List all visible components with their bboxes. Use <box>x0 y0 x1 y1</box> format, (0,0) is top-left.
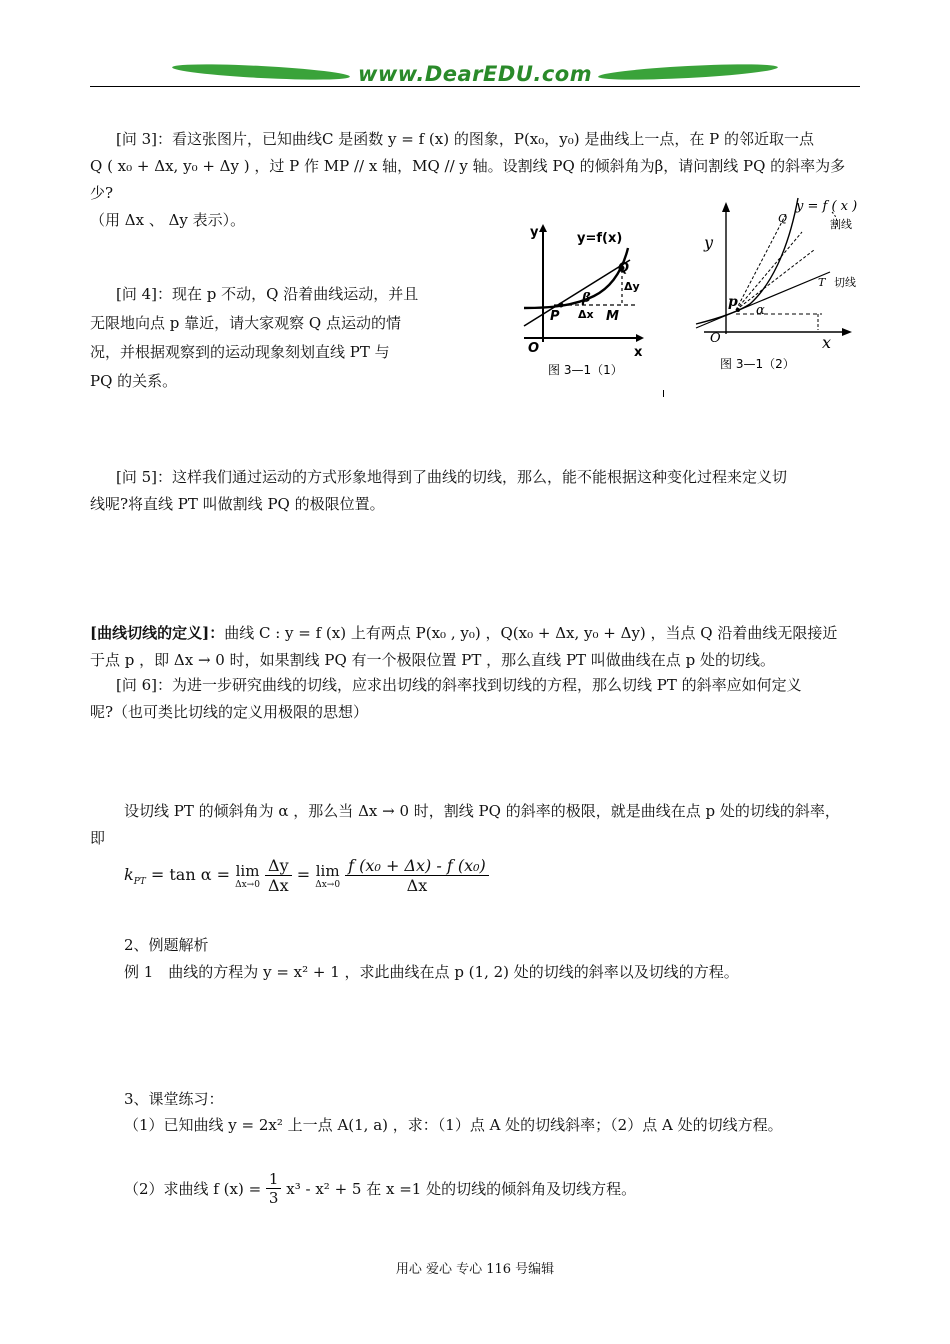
fig2-caption: 图 3—1（2） <box>720 357 795 371</box>
formula-k: k <box>124 865 134 884</box>
fig2-label-q: Q <box>778 212 788 225</box>
example-heading: 2、例题解析 <box>124 936 209 954</box>
fig2-label-t: T <box>818 276 826 289</box>
question-4 <box>90 280 450 396</box>
header-swoosh-right <box>598 61 778 82</box>
fig1-label-m: M <box>606 309 619 324</box>
formula-eq2: = <box>296 865 311 884</box>
item2-frac-den: 3 <box>268 1189 279 1207</box>
definition-line1: 曲线 C : y = f (x) 上有两点 P(x₀ , y₀) ，Q(x₀ + Δx, y₀ + Δy) ，当点 Q 沿着曲线无限接近 <box>224 624 838 642</box>
frac1-num: Δy <box>265 856 292 876</box>
fig1-y-label: y <box>530 225 539 240</box>
q4-line2: 无限地向点 p 靠近，请大家观察 Q 点运动的情 <box>90 314 401 332</box>
q3-line3: （用 Δx 、 Δy 表示）。 <box>90 211 246 229</box>
practice-item2-prefix: （2）求曲线 f (x) = <box>124 1180 262 1198</box>
fig2-origin: O <box>710 331 721 346</box>
slope-line1: 设切线 PT 的倾斜角为 α ，那么当 Δx → 0 时，割线 PQ 的斜率的极限，就是曲线在点 p 处的切线的斜率， <box>124 802 840 820</box>
lim-1-text: lim <box>235 861 260 880</box>
fig1-func-label: y=f(x) <box>577 231 623 246</box>
slope-formula <box>124 856 489 895</box>
fig1-label-q: Q <box>618 261 630 276</box>
q3-line2: Q ( x₀ + Δx, y₀ + Δy ) ，过 P 作 MP // x 轴，MQ // y 轴。设割线 PQ 的倾斜角为β，请问割线 PQ 的斜率为多少? <box>90 157 846 202</box>
frac1-den: Δx <box>268 876 289 895</box>
page-footer: 用心 爱心 专心 116 号编辑 <box>395 1262 555 1277</box>
site-logo: www.DearEDU.com <box>358 62 593 86</box>
q4-line1: [问 4]：现在 p 不动，Q 沿着曲线运动，并且 <box>116 285 419 303</box>
formula-eq1: = tan α = <box>150 865 231 884</box>
frac2-num: f (x₀ + Δx) - f (x₀) <box>345 856 489 876</box>
practice-heading: 3、课堂练习： <box>124 1090 224 1108</box>
header-swoosh-left <box>172 61 350 82</box>
frac2-den: Δx <box>406 876 428 895</box>
figure-3-1-1 <box>510 222 660 380</box>
q4-line4: PQ 的关系。 <box>90 372 178 390</box>
fig1-label-p: P <box>550 309 560 324</box>
fig2-secant-label: 割线 <box>830 218 852 231</box>
formula-frac-2 <box>345 856 489 895</box>
fig2-x-arrow <box>842 328 852 336</box>
practice-item2-frac <box>266 1170 282 1207</box>
formula-lim-2 <box>315 862 340 890</box>
fig2-y-arrow <box>722 202 730 212</box>
fig1-label-dy: Δy <box>624 280 640 293</box>
q6-line1: [问 6]：为进一步研究曲线的切线，应求出切线的斜率找到切线的方程，那么切线 PT 的斜率应如何定义 <box>116 676 802 694</box>
tangent-definition <box>90 620 865 674</box>
formula-frac-1 <box>265 856 292 895</box>
fig2-label-alpha: α <box>756 303 765 318</box>
header-rule <box>90 86 860 87</box>
fig1-point-p <box>559 303 564 308</box>
practice-item1-text: （1）已知曲线 y = 2x² 上一点 A(1, a) ，求：（1）点 A 处的切线斜率；（2）点 A 处的切线方程。 <box>124 1116 783 1134</box>
fig1-label-dx: Δx <box>578 308 594 321</box>
fig1-label-beta: β <box>582 291 591 306</box>
practice-section <box>124 1086 864 1113</box>
fig1-x-label: x <box>634 345 643 360</box>
fig1-curve <box>524 248 628 308</box>
definition-line2: 于点 p ，即 Δx → 0 时，如果割线 PQ 有一个极限位置 PT ，那么直线 PT 叫做曲线在点 p 处的切线。 <box>90 651 775 669</box>
example-1: 例 1 曲线的方程为 y = x² + 1 ，求此曲线在点 p (1, 2) 处的切线的斜率以及切线的方程。 <box>124 963 739 981</box>
q3-line1: [问 3]：看这张图片，已知曲线C 是函数 y = f (x) 的图象，P(x₀，y₀) 是曲线上一点，在 P 的邻近取一点 <box>116 130 815 148</box>
example-section <box>124 932 864 986</box>
fig1-x-arrow <box>636 334 644 342</box>
q4-line3: 况，并根据观察到的运动现象刻划直线 PT 与 <box>90 343 390 361</box>
fig2-secant-3 <box>736 250 814 310</box>
question-6 <box>90 672 865 726</box>
fig2-y-label: y <box>704 233 714 252</box>
lim-1-sub: Δx→0 <box>235 879 260 890</box>
fig1-origin: O <box>528 341 540 356</box>
formula-lim-1 <box>235 862 260 890</box>
fig2-tangent <box>696 272 830 328</box>
q5-line1: [问 5]：这样我们通过运动的方式形象地得到了曲线的切线，那么，能不能根据这种变化过程来定义切 <box>116 468 788 486</box>
fig2-func-label: y = f ( x ) <box>796 199 858 214</box>
fig2-secant-2 <box>736 232 802 310</box>
item2-frac-num: 1 <box>266 1170 282 1189</box>
fig1-y-arrow <box>539 224 547 232</box>
q5-line2: 线呢?将直线 PT 叫做割线 PQ 的极限位置。 <box>90 495 385 513</box>
fig2-tangent-label: 切线 <box>834 276 856 289</box>
question-5 <box>90 464 865 518</box>
formula-k-sub: PT <box>133 877 146 888</box>
definition-title: [曲线切线的定义]： <box>90 624 225 642</box>
figure-3-1-2 <box>690 192 865 378</box>
practice-item-2 <box>124 1170 636 1207</box>
lim-2-sub: Δx→0 <box>315 879 341 890</box>
practice-item-1 <box>124 1112 864 1139</box>
stray-mark <box>663 390 664 397</box>
slope-line2: 即 <box>90 829 106 847</box>
fig2-label-p: p <box>728 294 738 310</box>
lim-2-text: lim <box>315 861 340 880</box>
slope-explanation <box>90 798 865 852</box>
practice-item2-suffix: x³ - x² + 5 在 x =1 处的切线的倾斜角及切线方程。 <box>286 1180 637 1198</box>
fig1-caption: 图 3—1（1） <box>548 363 623 377</box>
q6-line2: 呢?（也可类比切线的定义用极限的思想） <box>90 703 369 721</box>
fig2-x-label: x <box>822 333 832 352</box>
